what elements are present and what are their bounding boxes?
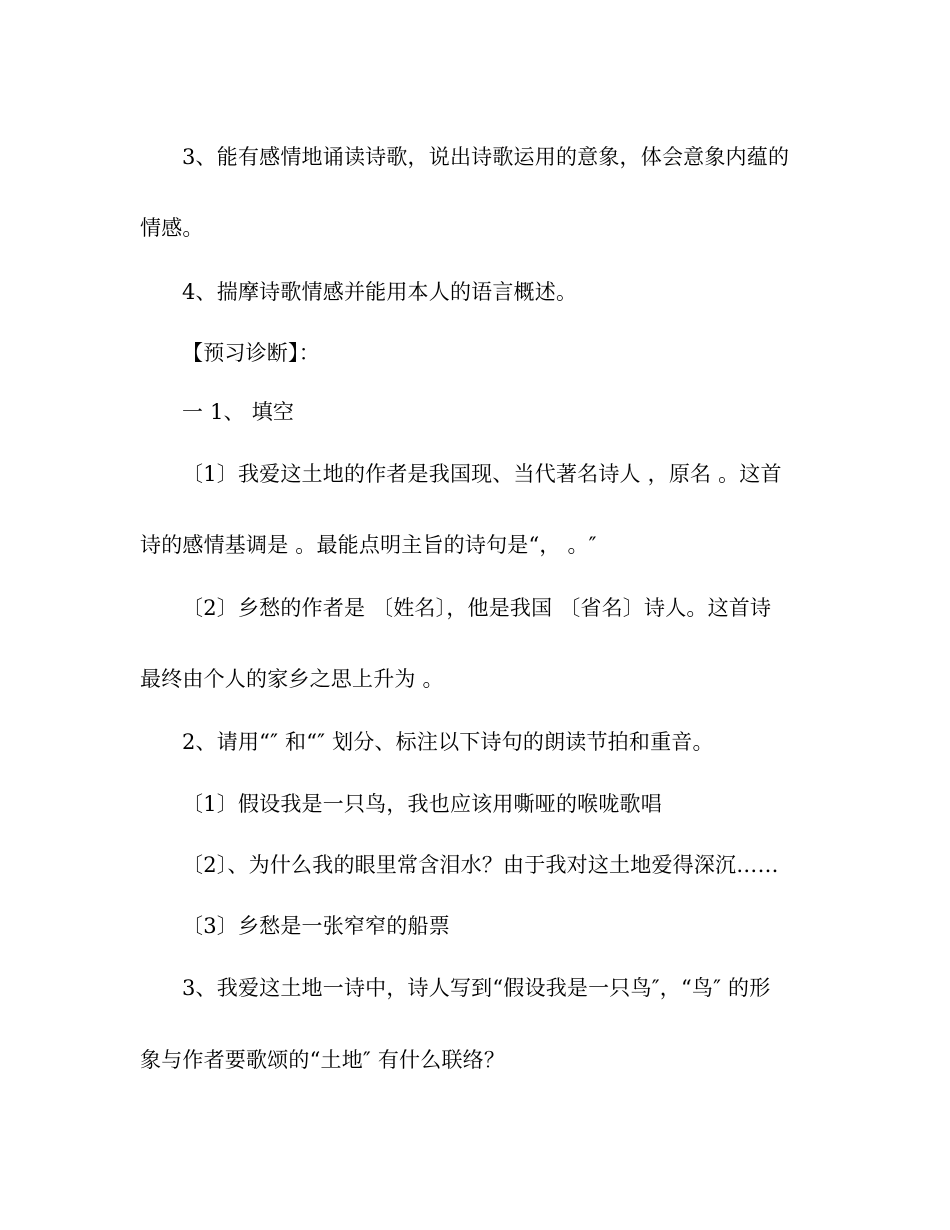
question-1-1-line-1: 〔1〕我爱这土地的作者是我国现、当代著名诗人 ，原名 。这首 [182, 462, 782, 486]
question-1-1-line-2: 诗的感情基调是 。最能点明主旨的诗句是“， 。″ [140, 533, 597, 557]
objective-4: 4、揣摩诗歌情感并能用本人的语言概述。 [182, 280, 578, 304]
objective-3-line-2: 情感。 [140, 216, 204, 240]
objective-3-line-1: 3、能有感情地诵读诗歌，说出诗歌运用的意象，体会意象内蕴的 [182, 145, 790, 169]
section-heading-preview: 【预习诊断】： [182, 341, 320, 365]
question-1-2-line-1: 〔2〕乡愁的作者是 〔姓名〕，他是我国 〔省名〕诗人。这首诗 [182, 596, 772, 620]
question-3-line-2: 象与作者要歌颂的“土地″ 有什么联络？ [140, 1048, 506, 1072]
question-2: 2、请用“″ 和“″ 划分、标注以下诗句的朗读节拍和重音。 [182, 730, 714, 754]
question-2-3: 〔3〕乡愁是一张窄窄的船票 [182, 914, 450, 938]
question-3-line-1: 3、我爱这土地一诗中，诗人写到“假设我是一只鸟″，“鸟″ 的形 [182, 976, 771, 1000]
question-2-1: 〔1〕假设我是一只鸟，我也应该用嘶哑的喉咙歌唱 [182, 792, 662, 816]
question-2-2: 〔2〕、为什么我的眼里常含泪水？由于我对这土地爱得深沉…… [182, 853, 779, 877]
question-1-fill-blank: 一 1、 填空 [182, 400, 295, 424]
question-1-2-line-2: 最终由个人的家乡之思上升为 。 [140, 667, 444, 691]
